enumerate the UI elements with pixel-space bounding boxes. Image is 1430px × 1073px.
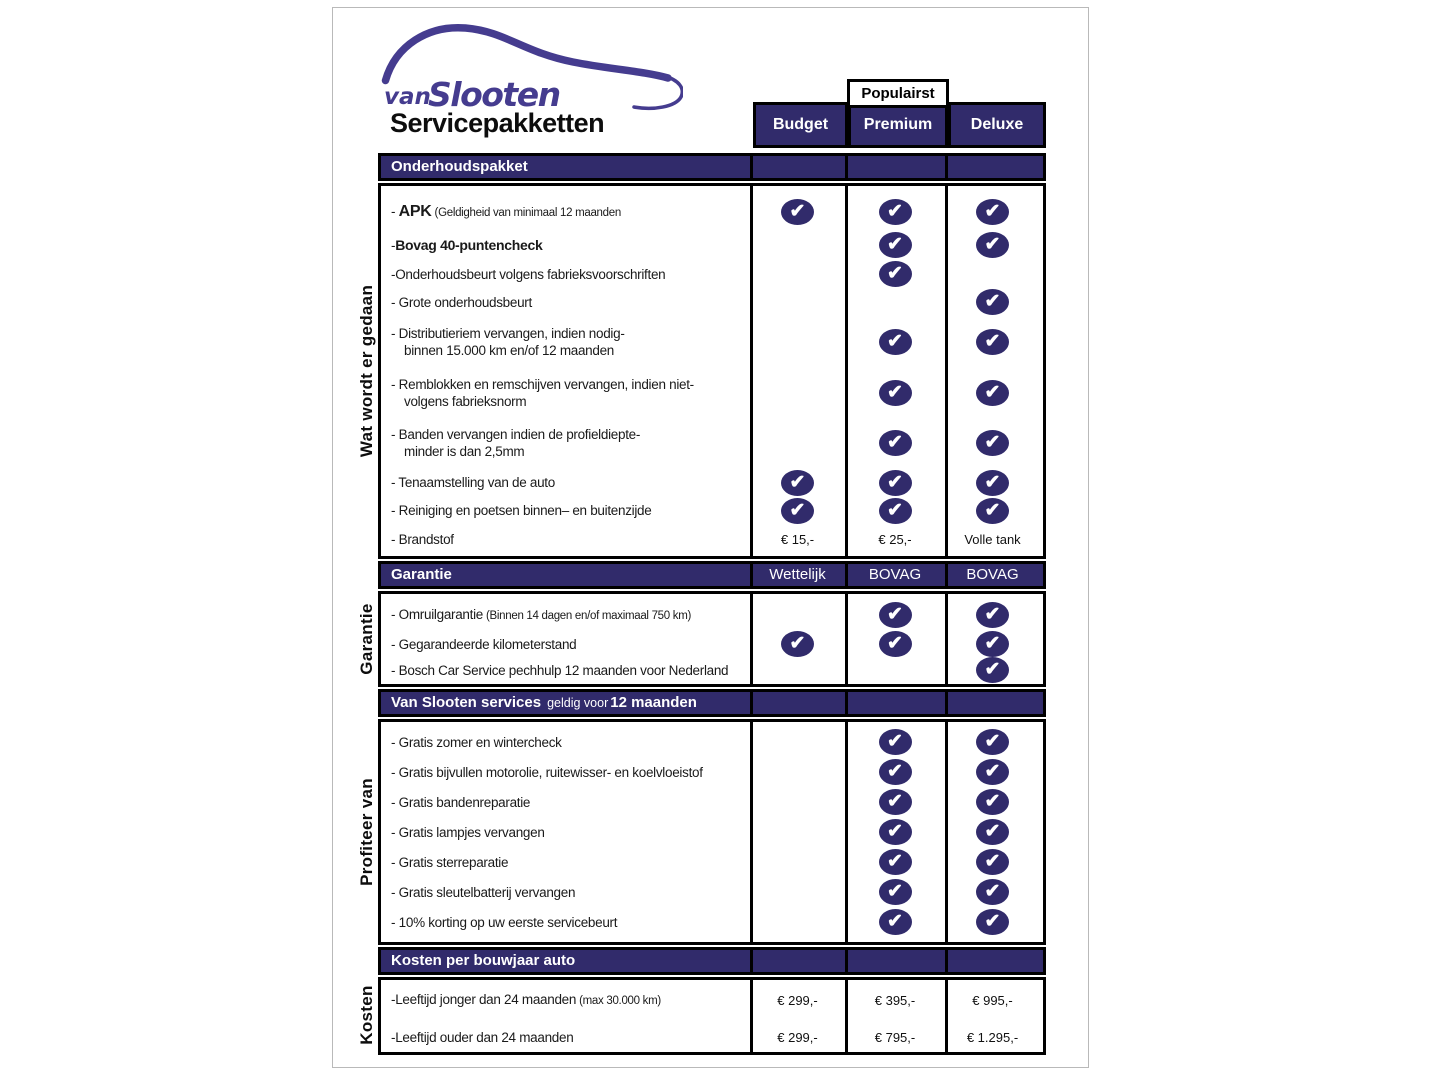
- dash: -: [391, 294, 399, 310]
- budget-cell: [750, 468, 845, 497]
- section-title: Onderhoudspakket: [391, 158, 528, 175]
- column-header-budget: Budget: [753, 102, 848, 148]
- section-header-kosten: [378, 947, 1046, 975]
- section-body-kosten: [378, 977, 1046, 1055]
- table-row: [381, 982, 1043, 1018]
- table-row: [381, 1018, 1043, 1056]
- row-label-line2: minder is dan 2,5mm: [404, 444, 525, 459]
- dash: -: [391, 764, 399, 780]
- table-row: [381, 418, 1043, 468]
- divider: [845, 950, 848, 972]
- deluxe-cell: [945, 817, 1040, 847]
- row-label: Gratis sterreparatie: [398, 854, 509, 870]
- budget-cell: [750, 260, 845, 288]
- column-header-deluxe: Deluxe: [948, 102, 1046, 148]
- budget-cell: [750, 847, 845, 877]
- row-label: Bosch Car Service pechhulp 12 maanden voor Nederland: [398, 662, 729, 678]
- row-label: Leeftijd ouder dan 24 maanden: [395, 1029, 574, 1045]
- divider: [750, 692, 753, 714]
- premium-cell: [845, 194, 945, 230]
- premium-cell: [845, 288, 945, 316]
- side-label-kosten: Kosten: [357, 985, 376, 1045]
- budget-cell: € 15,-: [780, 531, 815, 547]
- dash: -: [391, 606, 399, 622]
- row-label: Bovag 40-puntencheck: [395, 236, 543, 253]
- section-title: [391, 692, 697, 714]
- table-row: [381, 468, 1043, 497]
- deluxe-cell: [945, 468, 1040, 497]
- divider: [845, 156, 848, 178]
- row-label-line2: volgens fabrieksnorm: [404, 394, 527, 409]
- garantie-budget-value: Wettelijk: [769, 566, 826, 583]
- budget-cell: [750, 368, 845, 418]
- deluxe-cell: Volle tank: [964, 531, 1021, 547]
- table-row: [381, 288, 1043, 316]
- deluxe-cell: [945, 194, 1040, 230]
- side-label-garantie: Garantie: [357, 603, 376, 675]
- dash: -: [391, 326, 399, 341]
- popular-badge: Populairst: [847, 79, 949, 108]
- deluxe-cell: [945, 600, 1040, 630]
- premium-cell: [845, 468, 945, 497]
- budget-cell: € 299,-: [777, 1029, 818, 1045]
- premium-cell: [845, 877, 945, 907]
- row-label: Reiniging en poetsen binnen– en buitenzijde: [398, 503, 652, 518]
- premium-cell: [845, 658, 945, 682]
- deluxe-cell: [945, 757, 1040, 787]
- table-row: [381, 600, 1043, 630]
- section-title: Kosten per bouwjaar auto: [391, 952, 576, 969]
- premium-cell: [845, 757, 945, 787]
- row-note: (Binnen 14 dagen en/of maximaal 750 km): [486, 609, 692, 622]
- table-row: [381, 907, 1043, 937]
- row-note: (max 30.000 km): [579, 994, 661, 1007]
- budget-cell: [750, 418, 845, 468]
- section-header-garantie: [378, 561, 1046, 589]
- dash: -: [391, 662, 399, 678]
- dash: -: [391, 266, 396, 282]
- title-part: Van Slooten services: [391, 694, 542, 711]
- row-label: Gratis bijvullen motorolie, ruitewisser- en koelvloeistof: [398, 764, 703, 780]
- budget-cell: [750, 316, 845, 368]
- side-label-wat-wordt-er-gedaan: Wat wordt er gedaan: [357, 284, 376, 458]
- row-label: Gratis bandenreparatie: [398, 794, 531, 810]
- title-part: geldig voor: [547, 696, 609, 710]
- dash: -: [391, 636, 399, 652]
- budget-cell: [750, 727, 845, 757]
- dash: -: [391, 203, 399, 219]
- budget-cell: [750, 630, 845, 658]
- row-label: Gratis zomer en wintercheck: [398, 734, 562, 750]
- row-label: APK: [398, 202, 432, 220]
- deluxe-cell: [945, 368, 1040, 418]
- budget-cell: [750, 497, 845, 524]
- row-label: Leeftijd jonger dan 24 maanden: [395, 991, 577, 1007]
- row-label: Brandstof: [398, 531, 454, 547]
- premium-cell: [845, 260, 945, 288]
- dash: -: [391, 914, 399, 930]
- deluxe-cell: [945, 418, 1040, 468]
- table-row: [381, 727, 1043, 757]
- table-row: [381, 194, 1043, 230]
- deluxe-cell: € 1.295,-: [966, 1029, 1019, 1045]
- dash: -: [391, 734, 399, 750]
- row-label: Banden vervangen indien de profieldiepte-: [398, 427, 641, 442]
- row-label: Onderhoudsbeurt volgens fabrieksvoorschriften: [395, 266, 666, 282]
- row-note: (Geldigheid van minimaal 12 maanden: [434, 206, 621, 219]
- premium-cell: [845, 497, 945, 524]
- page-title: Servicepakketten: [390, 108, 605, 138]
- row-label: Remblokken en remschijven vervangen, indien niet-: [398, 377, 694, 392]
- deluxe-cell: [945, 877, 1040, 907]
- dash: -: [391, 1029, 396, 1045]
- divider: [750, 950, 753, 972]
- divider: [945, 692, 948, 714]
- section-body-garantie: [378, 591, 1046, 687]
- row-label-line2: binnen 15.000 km en/of 12 maanden: [404, 343, 615, 358]
- deluxe-cell: [945, 497, 1040, 524]
- van-slooten-logo: [378, 18, 683, 113]
- premium-cell: [845, 368, 945, 418]
- divider: [945, 950, 948, 972]
- section-header-onderhoudspakket: [378, 153, 1046, 181]
- table-row: [381, 787, 1043, 817]
- side-label-profiteer-van: Profiteer van: [357, 778, 376, 886]
- premium-cell: € 795,-: [874, 1029, 916, 1045]
- row-label: Gratis sleutelbatterij vervangen: [398, 884, 576, 900]
- deluxe-cell: [945, 658, 1040, 682]
- service-sheet: [332, 7, 1089, 1068]
- dash: -: [391, 884, 399, 900]
- premium-cell: [845, 817, 945, 847]
- section-title: Garantie: [391, 566, 452, 583]
- garantie-deluxe-value: BOVAG: [966, 566, 1019, 583]
- row-label: Gegarandeerde kilometerstand: [398, 636, 577, 652]
- row-label: Omruilgarantie: [398, 606, 483, 622]
- brand-slooten: Slooten: [428, 75, 560, 113]
- table-row: [381, 260, 1043, 288]
- car-rear-swoosh: [634, 76, 682, 108]
- section-body-onderhoudspakket: [378, 183, 1046, 559]
- budget-cell: [750, 288, 845, 316]
- table-row: [381, 757, 1043, 787]
- divider: [845, 692, 848, 714]
- budget-cell: [750, 817, 845, 847]
- premium-cell: [845, 316, 945, 368]
- dash: -: [391, 377, 399, 392]
- table-row: [381, 368, 1043, 418]
- deluxe-cell: [945, 260, 1040, 288]
- service-table: [378, 153, 1046, 1055]
- premium-cell: € 25,-: [878, 531, 912, 547]
- brand-van: van: [384, 84, 431, 110]
- dash: -: [391, 237, 396, 253]
- dash: -: [391, 991, 396, 1007]
- deluxe-cell: [945, 847, 1040, 877]
- dash: -: [391, 503, 399, 518]
- premium-cell: € 395,-: [874, 992, 916, 1008]
- table-row: [381, 877, 1043, 907]
- premium-cell: [845, 727, 945, 757]
- divider: [750, 564, 753, 586]
- deluxe-cell: [945, 316, 1040, 368]
- divider: [945, 564, 948, 586]
- budget-cell: [750, 230, 845, 260]
- deluxe-cell: € 995,-: [972, 992, 1013, 1008]
- table-row: [381, 316, 1043, 368]
- divider: [945, 156, 948, 178]
- budget-cell: [750, 787, 845, 817]
- divider: [750, 156, 753, 178]
- garantie-premium-value: BOVAG: [868, 566, 922, 583]
- deluxe-cell: [945, 907, 1040, 937]
- row-label: Grote onderhoudsbeurt: [398, 294, 532, 310]
- deluxe-cell: [945, 288, 1040, 316]
- deluxe-cell: [945, 727, 1040, 757]
- column-header-premium: Premium: [848, 102, 948, 148]
- deluxe-cell: [945, 630, 1040, 658]
- section-header-van-slooten-services: [378, 689, 1046, 717]
- dash: -: [391, 427, 399, 442]
- divider: [845, 564, 848, 586]
- budget-cell: [750, 194, 845, 230]
- deluxe-cell: [945, 230, 1040, 260]
- deluxe-cell: [945, 787, 1040, 817]
- table-row: [381, 658, 1043, 682]
- premium-cell: [845, 600, 945, 630]
- section-body-van-slooten-services: [378, 719, 1046, 945]
- car-roof-swoosh: [386, 28, 669, 81]
- budget-cell: [750, 877, 845, 907]
- row-label: Distributieriem vervangen, indien nodig-: [398, 326, 625, 341]
- row-label: Tenaamstelling van de auto: [398, 475, 555, 490]
- budget-cell: [750, 600, 845, 630]
- table-row: [381, 817, 1043, 847]
- premium-cell: [845, 230, 945, 260]
- row-label: 10% korting op uw eerste servicebeurt: [398, 914, 618, 930]
- table-row: [381, 630, 1043, 658]
- budget-cell: [750, 658, 845, 682]
- premium-cell: [845, 847, 945, 877]
- title-part: 12 maanden: [610, 694, 697, 711]
- premium-cell: [845, 787, 945, 817]
- budget-cell: [750, 907, 845, 937]
- row-label: Gratis lampjes vervangen: [398, 824, 545, 840]
- premium-cell: [845, 630, 945, 658]
- table-row: [381, 230, 1043, 260]
- dash: -: [391, 475, 399, 490]
- budget-cell: [750, 757, 845, 787]
- premium-cell: [845, 907, 945, 937]
- dash: -: [391, 854, 399, 870]
- table-row: [381, 497, 1043, 524]
- premium-cell: [845, 418, 945, 468]
- dash: -: [391, 794, 399, 810]
- table-row: [381, 847, 1043, 877]
- dash: -: [391, 824, 399, 840]
- budget-cell: € 299,-: [777, 992, 818, 1008]
- dash: -: [391, 531, 399, 547]
- table-row: [381, 524, 1043, 554]
